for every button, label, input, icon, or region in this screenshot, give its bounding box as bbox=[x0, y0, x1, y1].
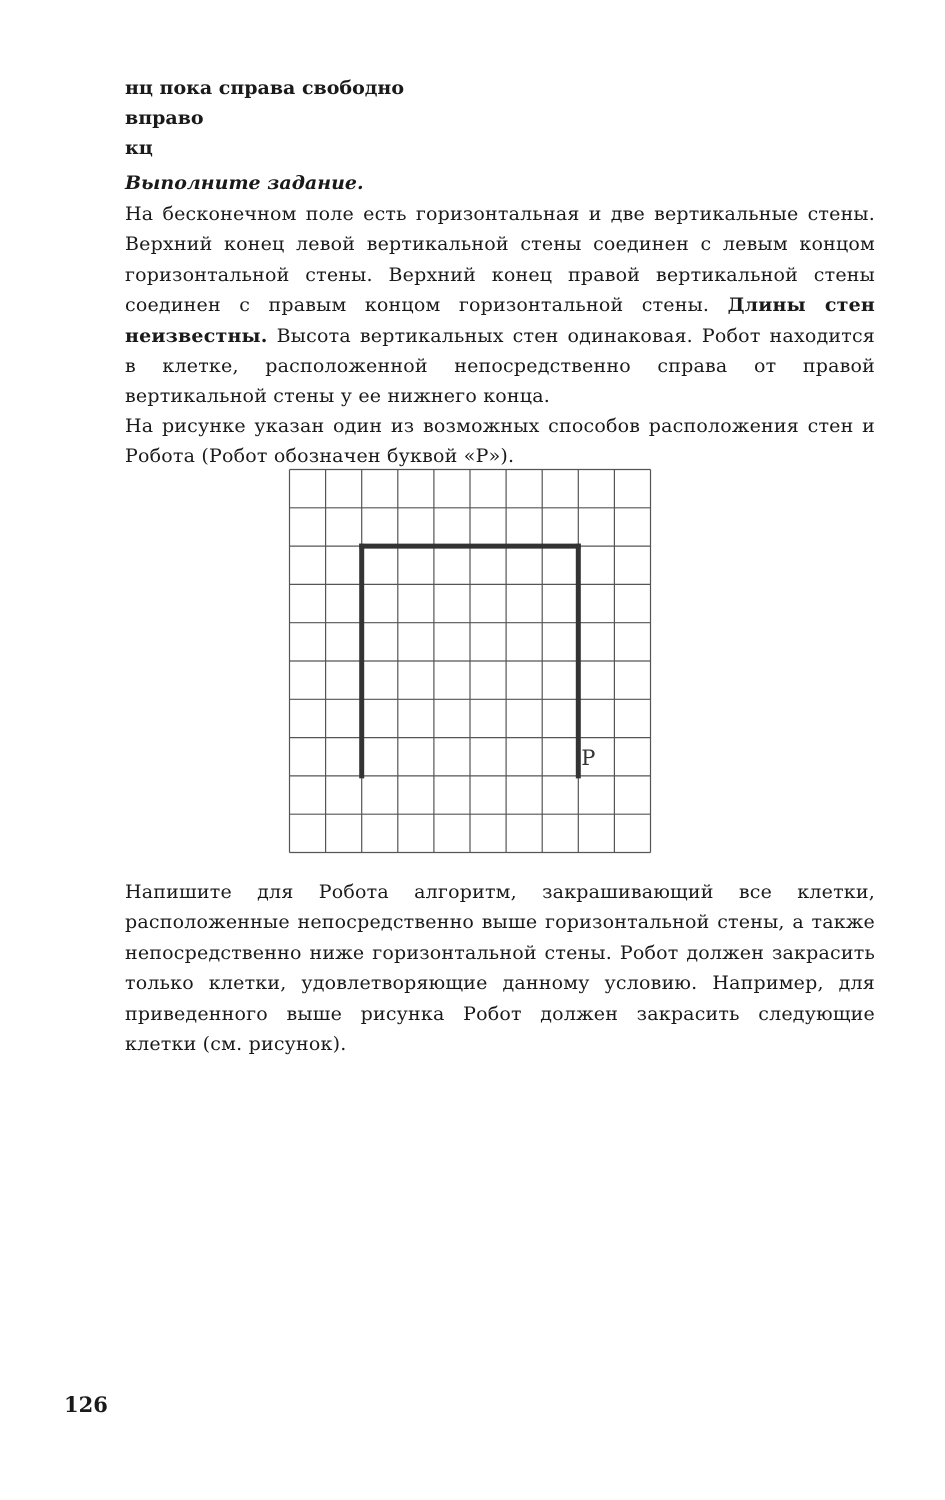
code-line-move-right: вправо bbox=[125, 107, 204, 129]
robot-marker: Р bbox=[581, 746, 596, 771]
code-line-loop-start: нц пока справа свободно bbox=[125, 77, 405, 99]
code-line-loop-end: кц bbox=[125, 137, 153, 159]
task-description-bold: Длины стен неизвестны. bbox=[125, 294, 876, 347]
task-description-start: На бесконечном поле есть горизонтальная и две вертикальные стены. Верхний конец левой вертикальной стены соединен с левым концом горизонтальной стены. Верхний конец правой вертикальной стены соединен с правым концом горизонтальной стены. bbox=[125, 203, 875, 317]
grid-lines bbox=[290, 470, 651, 853]
robot-field-figure bbox=[288, 468, 652, 854]
task-heading: Выполните задание. bbox=[125, 172, 364, 194]
task-instruction: Напишите для Робота алгоритм, закрашивающий все клетки, расположенные непосредственно выше горизонтальной стены, а также непосредственно ниже горизонтальной стены. Робот должен закрасить только клетки, удовлетворяющие данному условию. Например, для приведенного выше рисунка Робот должен закрасить следующие клетки (см. рисунок). bbox=[125, 881, 875, 1056]
page-number: 126 bbox=[64, 1392, 108, 1417]
figure-caption: На рисунке указан один из возможных способов расположения стен и Робота (Робот обозначен буквой «Р»). bbox=[125, 415, 875, 468]
task-description-end: Высота вертикальных стен одинаковая. Робот находится в клетке, расположенной непосредственно справа от правой вертикальной стены у ее нижнего конца. bbox=[125, 324, 875, 408]
task-description bbox=[125, 199, 875, 412]
